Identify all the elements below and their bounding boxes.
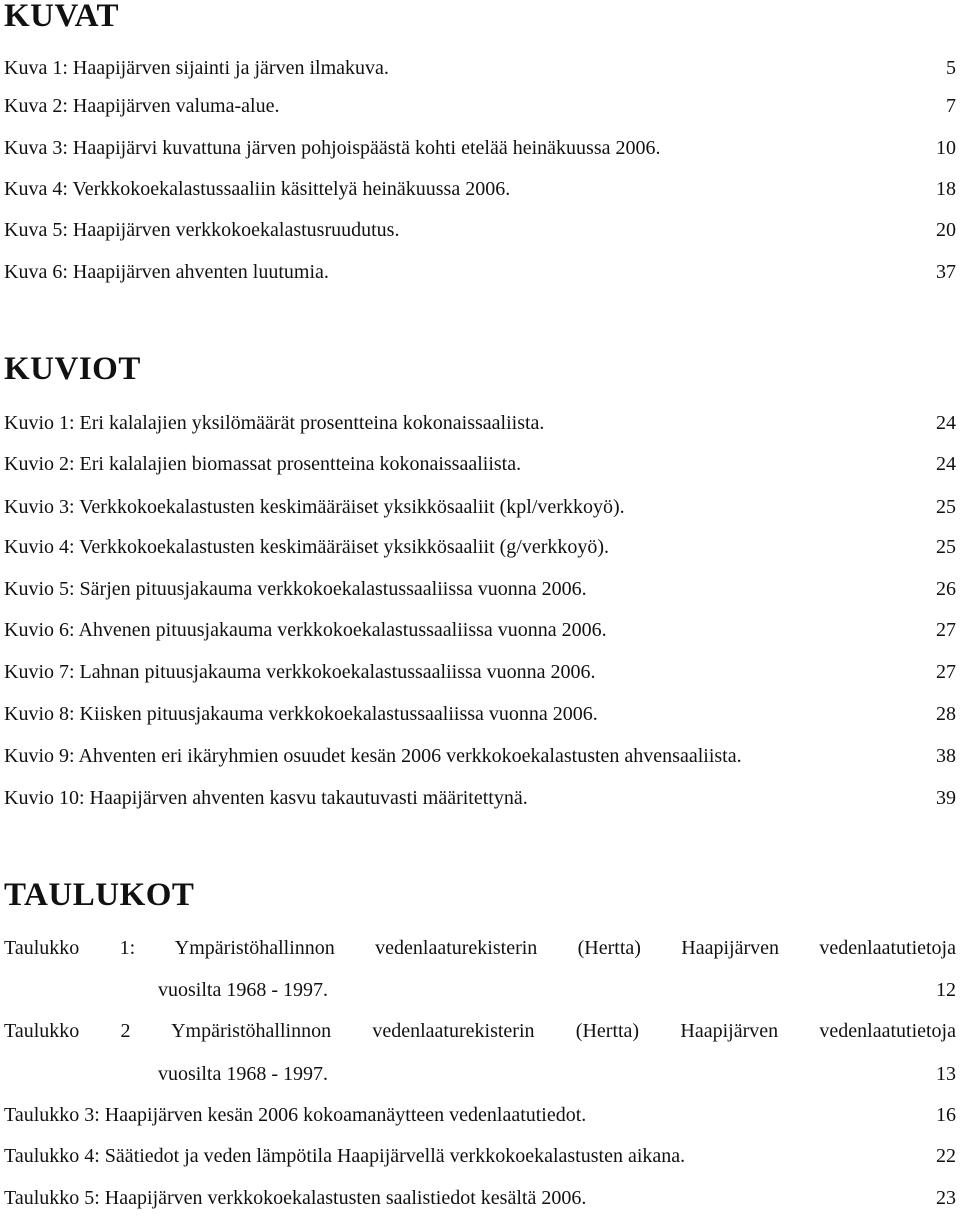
kuvat-entry-5 xyxy=(4,215,956,245)
entry-page-number: 38 xyxy=(936,745,956,767)
entry-page-number: 25 xyxy=(936,536,956,558)
kuvat-entry-1 xyxy=(4,53,956,83)
kuviot-heading: KUVIOT xyxy=(4,351,141,387)
entry-label: Taulukko 3: Haapijärven kesän 2006 kokoamanäytteen vedenlaatutiedot. xyxy=(4,1104,587,1126)
entry-page-number: 23 xyxy=(936,1187,956,1209)
entry-label: Kuva 4: Verkkokoekalastussaaliin käsittelyä heinäkuussa 2006. xyxy=(4,178,511,200)
entry-page-number: 37 xyxy=(936,261,956,283)
entry-page-number: 20 xyxy=(936,219,956,241)
entry-label: Kuvio 2: Eri kalalajien biomassat prosentteina kokonaissaaliista. xyxy=(4,453,522,475)
entry-page-number: 22 xyxy=(936,1145,956,1167)
entry-page-number: 24 xyxy=(936,412,956,434)
entry-page-number: 12 xyxy=(936,979,956,1001)
entry-label: Kuva 2: Haapijärven valuma-alue. xyxy=(4,95,280,117)
kuvat-entry-4 xyxy=(4,174,956,204)
entry-label-continuation: vuosilta 1968 - 1997. xyxy=(158,1063,328,1085)
entry-page-number: 39 xyxy=(936,787,956,809)
kuvat-entry-3 xyxy=(4,133,956,163)
entry-label: Kuva 1: Haapijärven sijainti ja järven ilmakuva. xyxy=(4,57,389,79)
taulukot-entry-1-line-2 xyxy=(4,975,956,1005)
kuviot-entry-3 xyxy=(4,492,956,522)
kuviot-entry-2 xyxy=(4,449,956,479)
entry-page-number: 27 xyxy=(936,619,956,641)
kuviot-entry-8 xyxy=(4,699,956,729)
entry-label: Kuvio 1: Eri kalalajien yksilömäärät prosentteina kokonaissaaliista. xyxy=(4,412,545,434)
entry-page-number: 18 xyxy=(936,178,956,200)
taulukot-entry-2-line-1 xyxy=(4,1016,956,1046)
kuvat-heading: KUVAT xyxy=(4,0,119,34)
entry-label: Kuva 6: Haapijärven ahventen luutumia. xyxy=(4,261,329,283)
taulukot-entry-4 xyxy=(4,1141,956,1171)
kuviot-entry-6 xyxy=(4,615,956,645)
entry-label: Kuva 3: Haapijärvi kuvattuna järven pohjoispäästä kohti etelää heinäkuussa 2006. xyxy=(4,137,661,159)
entry-label: Kuvio 8: Kiisken pituusjakauma verkkokoekalastussaaliissa vuonna 2006. xyxy=(4,703,598,725)
entry-label: Kuvio 6: Ahvenen pituusjakauma verkkokoekalastussaaliissa vuonna 2006. xyxy=(4,619,607,641)
taulukot-heading: TAULUKOT xyxy=(4,877,195,913)
entry-label: Kuvio 4: Verkkokoekalastusten keskimääräiset yksikkösaaliit (g/verkkoyö). xyxy=(4,536,610,558)
entry-page-number: 28 xyxy=(936,703,956,725)
entry-label: Kuvio 7: Lahnan pituusjakauma verkkokoekalastussaaliissa vuonna 2006. xyxy=(4,661,596,683)
kuviot-entry-1 xyxy=(4,408,956,438)
entry-page-number: 25 xyxy=(936,496,956,518)
entry-label: Kuva 5: Haapijärven verkkokoekalastusruudutus. xyxy=(4,219,400,241)
entry-page-number: 5 xyxy=(946,57,956,79)
kuvat-entry-2 xyxy=(4,91,956,121)
entry-page-number: 7 xyxy=(946,95,956,117)
entry-label-continuation: vuosilta 1968 - 1997. xyxy=(158,979,328,1001)
entry-page-number: 13 xyxy=(936,1063,956,1085)
kuviot-entry-5 xyxy=(4,574,956,604)
entry-label: Taulukko 2 Ympäristöhallinnon vedenlaaturekisterin (Hertta) Haapijärven vedenlaatutietoja xyxy=(4,1020,956,1042)
entry-page-number: 24 xyxy=(936,453,956,475)
kuviot-entry-4 xyxy=(4,532,956,562)
entry-label: Taulukko 5: Haapijärven verkkokoekalastusten saalistiedot kesältä 2006. xyxy=(4,1187,587,1209)
entry-label: Kuvio 9: Ahventen eri ikäryhmien osuudet kesän 2006 verkkokoekalastusten ahvensaaliista. xyxy=(4,745,742,767)
entry-label: Kuvio 5: Särjen pituusjakauma verkkokoekalastussaaliissa vuonna 2006. xyxy=(4,578,587,600)
kuviot-entry-7 xyxy=(4,657,956,687)
entry-label: Taulukko 4: Säätiedot ja veden lämpötila Haapijärvellä verkkokoekalastusten aikana. xyxy=(4,1145,686,1167)
taulukot-entry-5 xyxy=(4,1183,956,1213)
kuvat-entry-6 xyxy=(4,257,956,287)
entry-page-number: 27 xyxy=(936,661,956,683)
entry-label: Kuvio 10: Haapijärven ahventen kasvu takautuvasti määritettynä. xyxy=(4,787,528,809)
entry-label: Taulukko 1: Ympäristöhallinnon vedenlaaturekisterin (Hertta) Haapijärven vedenlaatutietoja xyxy=(4,937,956,959)
entry-page-number: 16 xyxy=(936,1104,956,1126)
entry-page-number: 26 xyxy=(936,578,956,600)
taulukot-entry-2-line-2 xyxy=(4,1059,956,1089)
taulukot-entry-1-line-1 xyxy=(4,933,956,963)
entry-page-number: 10 xyxy=(936,137,956,159)
kuviot-entry-10 xyxy=(4,783,956,813)
kuviot-entry-9 xyxy=(4,741,956,771)
entry-label: Kuvio 3: Verkkokoekalastusten keskimääräiset yksikkösaaliit (kpl/verkkoyö). xyxy=(4,496,625,518)
taulukot-entry-3 xyxy=(4,1100,956,1130)
